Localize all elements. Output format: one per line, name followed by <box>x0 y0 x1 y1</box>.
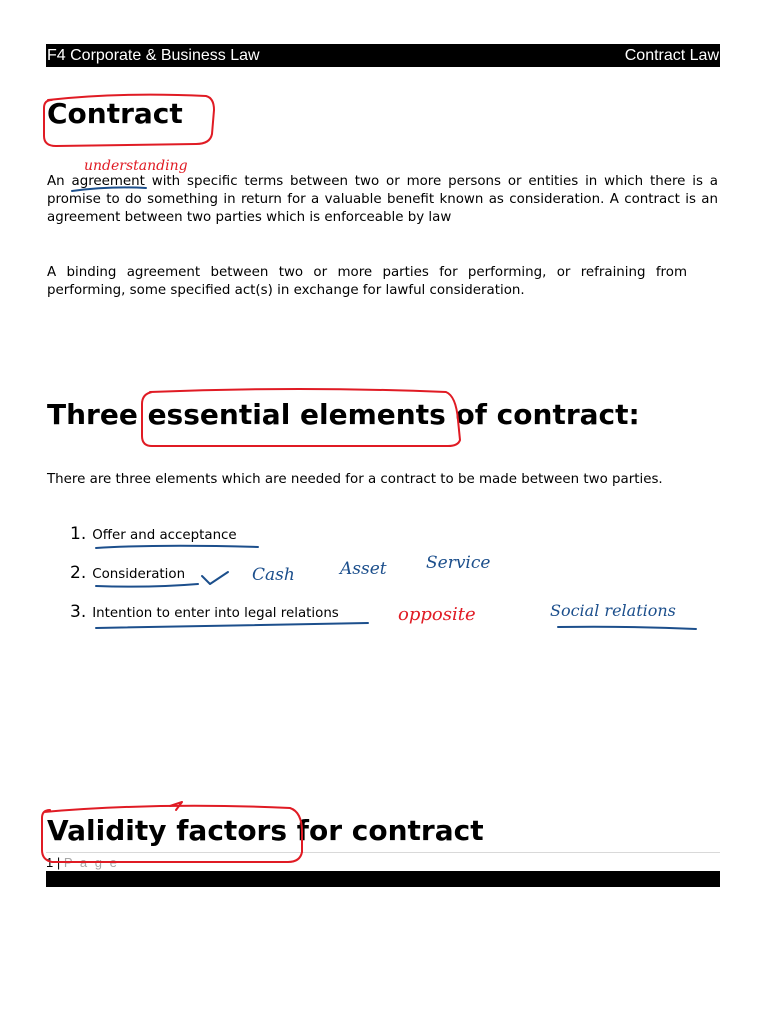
elements-intro-paragraph: There are three elements which are needed for a contract to be made between two parties. <box>47 472 663 487</box>
header-topic: Contract Law <box>624 46 719 64</box>
contract-definition-paragraph: An agreement with specific terms between two or more persons or entities in which there is a promise to do something in return for a valuable benefit known as consideration. A contract is an agreement between two parties which is enforceable by law <box>47 174 718 225</box>
list-item-offer-acceptance <box>70 524 237 544</box>
footer-separator: | <box>56 855 61 870</box>
list-item-intention <box>70 602 339 622</box>
page-number: 1 <box>46 855 54 870</box>
ink-underline-offer <box>96 546 258 548</box>
footer-bar <box>46 871 720 887</box>
ink-note-cash: Cash <box>252 565 295 585</box>
ink-note-service: Service <box>426 553 491 573</box>
header-course-title: F4 Corporate & Business Law <box>47 46 260 64</box>
ink-underline-intention <box>96 623 368 628</box>
page-header <box>46 44 720 67</box>
list-item-label: Consideration <box>92 567 186 582</box>
list-number: 1. <box>70 524 87 544</box>
list-number: 3. <box>70 602 87 622</box>
ink-arrow-validity <box>170 802 182 810</box>
page-footer <box>46 855 119 870</box>
list-item-consideration <box>70 563 185 583</box>
ink-underline-consideration <box>96 584 198 587</box>
heading-essential-elements: Three essential elements of contract: <box>47 398 640 431</box>
binding-agreement-paragraph: A binding agreement between two or more parties for performing, or refraining from performing, some specified act(s) in exchange for lawful consideration. <box>47 265 687 298</box>
list-item-label: Intention to enter into legal relations <box>92 606 339 621</box>
ink-note-social-relations: Social relations <box>550 601 676 620</box>
ink-note-asset: Asset <box>340 559 387 579</box>
list-item-label: Offer and acceptance <box>92 528 237 543</box>
heading-contract: Contract <box>47 97 183 130</box>
ink-note-understanding: understanding <box>84 158 188 174</box>
heading-validity-factors: Validity factors for contract <box>47 814 484 847</box>
ink-underline-social <box>558 627 696 629</box>
ink-checkmark <box>202 572 228 584</box>
ink-note-opposite: opposite <box>398 604 476 625</box>
list-number: 2. <box>70 563 87 583</box>
footer-page-word: P a g e <box>63 855 119 870</box>
footer-divider <box>46 852 720 853</box>
